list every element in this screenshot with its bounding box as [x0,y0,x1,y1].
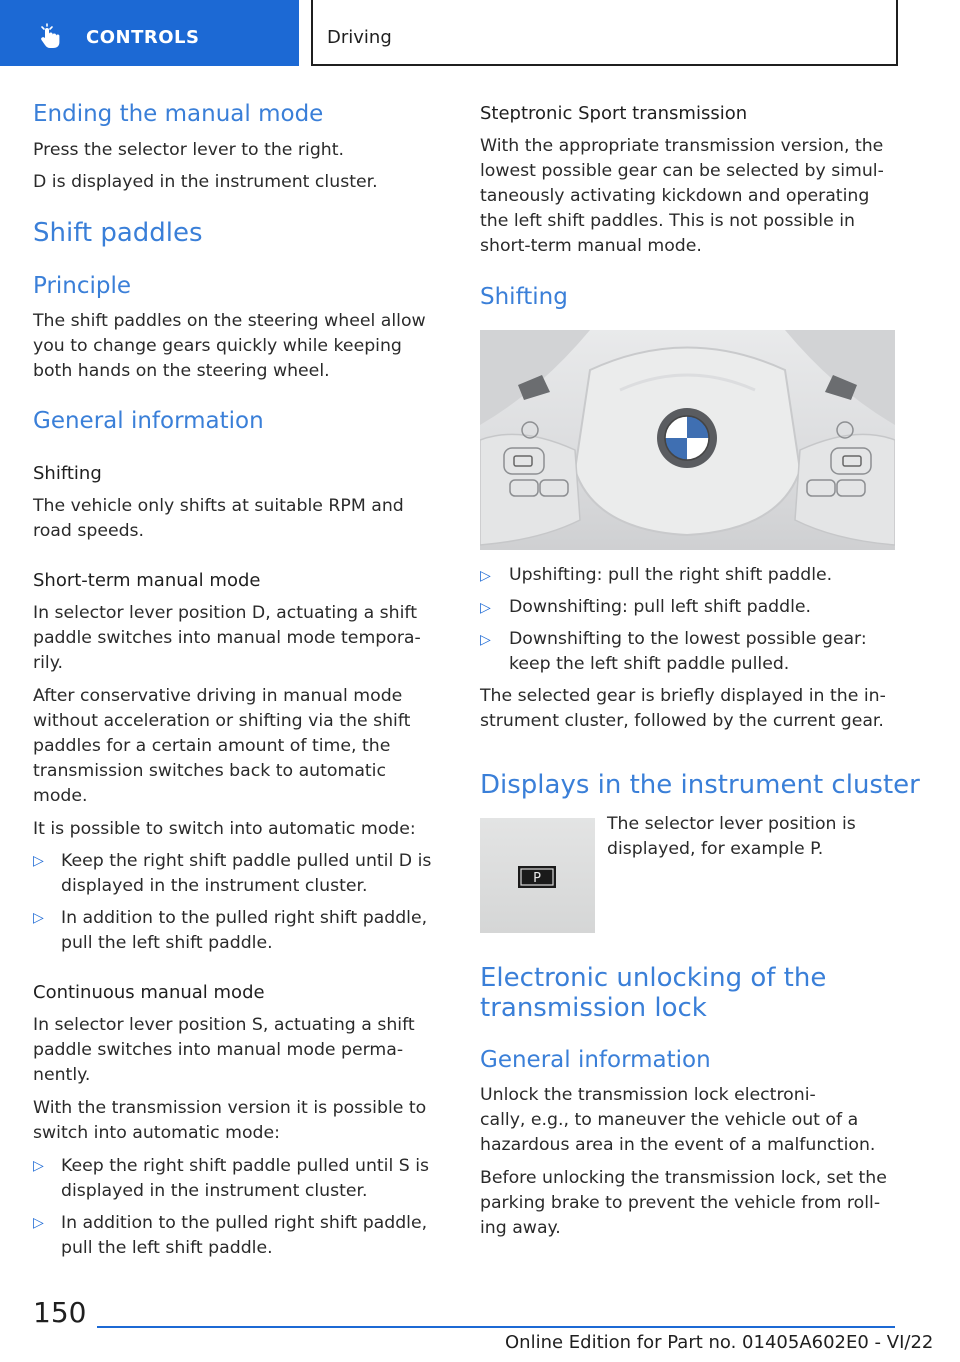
bullet-text: Upshifting: pull the right shift paddle. [509,565,833,585]
paragraph-line: switch into automatic mode: [33,1123,280,1143]
paragraph-line: paddle switches into manual mode perma‐ [33,1040,404,1060]
page-number: 150 [33,1296,87,1329]
gear-indicator-letter: P [533,871,541,886]
heading-general-information: General information [33,408,264,434]
paragraph: It is possible to switch into automatic mode: [33,819,416,839]
bullet-text: Downshifting: pull left shift paddle. [509,597,812,617]
paragraph-line: you to change gears quickly while keeping [33,336,402,356]
bullet-text: Keep the right shift paddle pulled until D is [61,851,432,871]
chapter-tab-driving[interactable] [311,0,898,66]
bullet-text: displayed in the instrument cluster. [61,876,368,896]
paragraph-line: paddle switches into manual mode tempora‐ [33,628,421,648]
paragraph-line: hazardous area in the event of a malfunction. [480,1135,876,1155]
heading-shifting: Shifting [480,284,568,310]
bullet-text: keep the left shift paddle pulled. [509,654,790,674]
bullet-text: In addition to the pulled right shift paddle, [61,908,428,928]
paragraph-line: without acceleration or shifting via the shift [33,711,411,731]
chapter-tab-label: Driving [327,27,392,48]
subheading-shifting: Shifting [33,463,102,484]
hand-pointer-icon [36,22,66,52]
instrument-cluster-image [480,818,595,933]
paragraph: Press the selector lever to the right. [33,140,345,160]
triangle-bullet-icon: ▷ [480,632,491,648]
triangle-bullet-icon: ▷ [33,1215,44,1231]
heading-general-information: General information [480,1047,711,1073]
steering-wheel-illustration [480,330,895,550]
bullet-text: Downshifting to the lowest possible gear: [509,629,867,649]
gear-indicator-p-icon [480,818,595,933]
subheading-continuous-manual-mode: Continuous manual mode [33,982,265,1003]
paragraph-line: After conservative driving in manual mode [33,686,403,706]
paragraph-line: lowest possible gear can be selected by simul‐ [480,161,884,181]
triangle-bullet-icon: ▷ [33,910,44,926]
paragraph-line: nently. [33,1065,91,1085]
triangle-bullet-icon: ▷ [480,600,491,616]
section-tab-label: CONTROLS [86,27,200,48]
paragraph-line: road speeds. [33,521,145,541]
paragraph-line: ing away. [480,1218,561,1238]
subheading-short-term-manual-mode: Short-term manual mode [33,570,261,591]
paragraph-line: In selector lever position D, actuating a shift [33,603,417,623]
paragraph-line: both hands on the steering wheel. [33,361,330,381]
heading-ending-manual-mode: Ending the manual mode [33,101,324,127]
paragraph-line: parking brake to prevent the vehicle from roll‐ [480,1193,881,1213]
paragraph-line: Unlock the transmission lock electroni‐ [480,1085,816,1105]
paragraph-line: The selected gear is briefly displayed in the in‐ [480,686,886,706]
section-tab-controls[interactable] [0,0,299,66]
paragraph-line: strument cluster, followed by the current gear. [480,711,884,731]
footer-divider [97,1326,895,1328]
heading-shift-paddles: Shift paddles [33,218,203,248]
paragraph-line: short-term manual mode. [480,236,702,256]
paragraph-line: The selector lever position is [607,814,856,834]
paragraph-line: transmission switches back to automatic [33,761,386,781]
paragraph-line: the left shift paddles. This is not possible in [480,211,855,231]
paragraph-line: rily. [33,653,63,673]
subheading-steptronic-sport: Steptronic Sport transmission [480,103,748,124]
bullet-text: Keep the right shift paddle pulled until S is [61,1156,430,1176]
paragraph-line: In selector lever position S, actuating a shift [33,1015,415,1035]
paragraph-line: cally, e.g., to maneuver the vehicle out of a [480,1110,859,1130]
paragraph-line: The vehicle only shifts at suitable RPM and [33,496,404,516]
paragraph-line: Before unlocking the transmission lock, set the [480,1168,887,1188]
bullet-text: pull the left shift paddle. [61,933,273,953]
paragraph-line: The shift paddles on the steering wheel allow [33,311,426,331]
paragraph-line: With the transmission version it is possible to [33,1098,427,1118]
paragraph-line: With the appropriate transmission version, the [480,136,884,156]
bullet-text: In addition to the pulled right shift paddle, [61,1213,428,1233]
edition-note: Online Edition for Part no. 01405A602E0 - VI/22 [505,1332,934,1353]
triangle-bullet-icon: ▷ [33,853,44,869]
steering-wheel-image [480,330,895,550]
heading-electronic-unlocking-cont: transmission lock [480,993,707,1023]
heading-displays-instrument-cluster: Displays in the instrument cluster [480,770,920,800]
paragraph: D is displayed in the instrument cluster. [33,172,378,192]
paragraph-line: mode. [33,786,88,806]
triangle-bullet-icon: ▷ [33,1158,44,1174]
paragraph-line: displayed, for example P. [607,839,824,859]
paragraph-line: paddles for a certain amount of time, the [33,736,391,756]
triangle-bullet-icon: ▷ [480,568,491,584]
bullet-text: displayed in the instrument cluster. [61,1181,368,1201]
page-header [0,0,960,66]
bullet-text: pull the left shift paddle. [61,1238,273,1258]
paragraph-line: taneously activating kickdown and operating [480,186,870,206]
heading-electronic-unlocking: Electronic unlocking of the [480,963,827,993]
heading-principle: Principle [33,273,132,299]
